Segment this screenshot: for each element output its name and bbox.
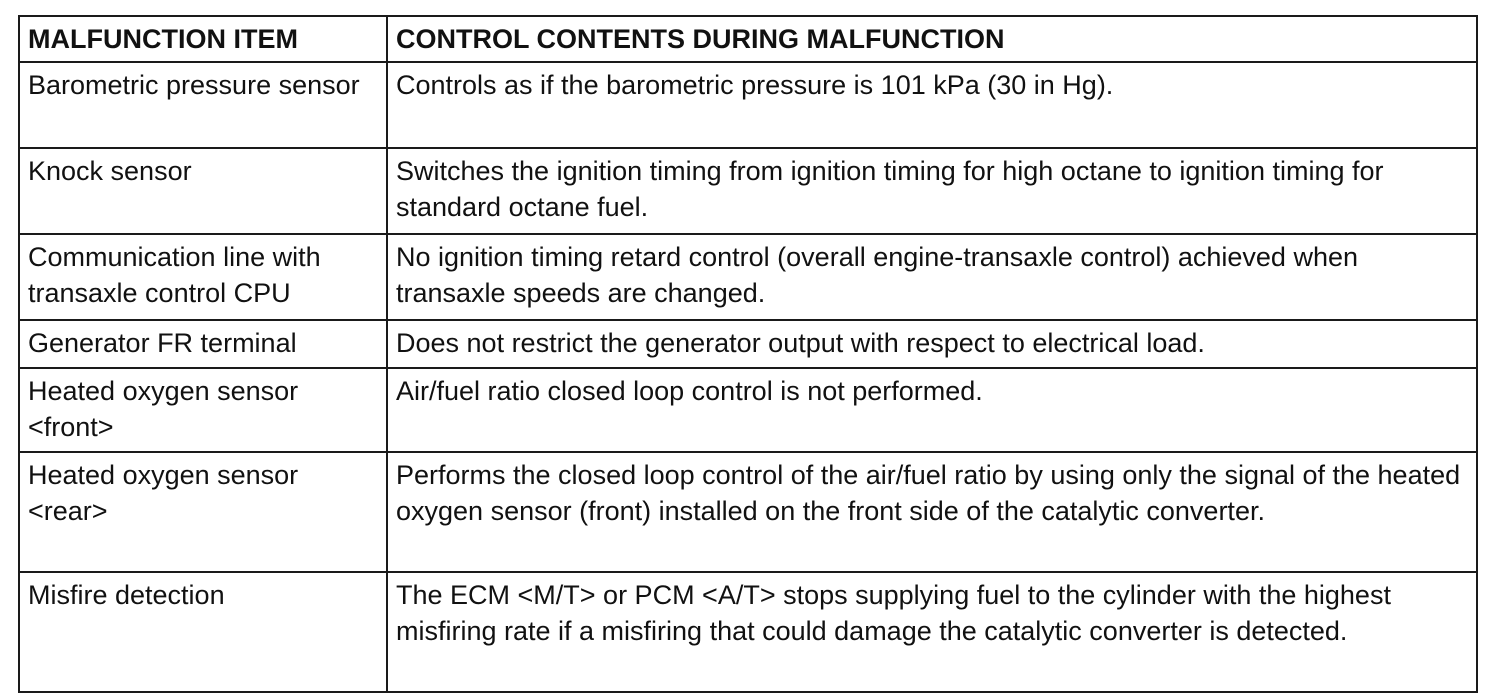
malfunction-item-cell: Barometric pressure sensor bbox=[19, 62, 387, 148]
control-contents-cell: Controls as if the barometric pressure is 101 kPa (30 in Hg). bbox=[387, 62, 1477, 148]
malfunction-control-table bbox=[18, 15, 1478, 693]
malfunction-item-cell: Heated oxygen sensor <front> bbox=[19, 368, 387, 452]
control-contents-cell: Switches the ignition timing from ignition timing for high octane to ignition timing for standard octane fuel. bbox=[387, 148, 1477, 234]
table-row bbox=[19, 234, 1477, 320]
table-header-row bbox=[19, 16, 1477, 62]
table-row bbox=[19, 320, 1477, 368]
table-row bbox=[19, 368, 1477, 452]
header-control-contents: CONTROL CONTENTS DURING MALFUNCTION bbox=[387, 16, 1477, 62]
malfunction-item-cell: Knock sensor bbox=[19, 148, 387, 234]
malfunction-item-cell: Misfire detection bbox=[19, 572, 387, 692]
control-contents-cell: Air/fuel ratio closed loop control is not performed. bbox=[387, 368, 1477, 452]
table-row bbox=[19, 148, 1477, 234]
table-row bbox=[19, 572, 1477, 692]
malfunction-item-cell: Communication line with transaxle control CPU bbox=[19, 234, 387, 320]
malfunction-item-cell: Generator FR terminal bbox=[19, 320, 387, 368]
table-row bbox=[19, 62, 1477, 148]
control-contents-cell: No ignition timing retard control (overall engine-transaxle control) achieved when transaxle speeds are changed. bbox=[387, 234, 1477, 320]
control-contents-cell: Does not restrict the generator output with respect to electrical load. bbox=[387, 320, 1477, 368]
malfunction-table-container bbox=[18, 15, 1476, 693]
malfunction-item-cell: Heated oxygen sensor <rear> bbox=[19, 452, 387, 572]
header-malfunction-item: MALFUNCTION ITEM bbox=[19, 16, 387, 62]
table-row bbox=[19, 452, 1477, 572]
control-contents-cell: Performs the closed loop control of the air/fuel ratio by using only the signal of the heated oxygen sensor (front) installed on the front side of the catalytic converter. bbox=[387, 452, 1477, 572]
control-contents-cell: The ECM <M/T> or PCM <A/T> stops supplying fuel to the cylinder with the highest misfiring rate if a misfiring that could damage the catalytic converter is detected. bbox=[387, 572, 1477, 692]
